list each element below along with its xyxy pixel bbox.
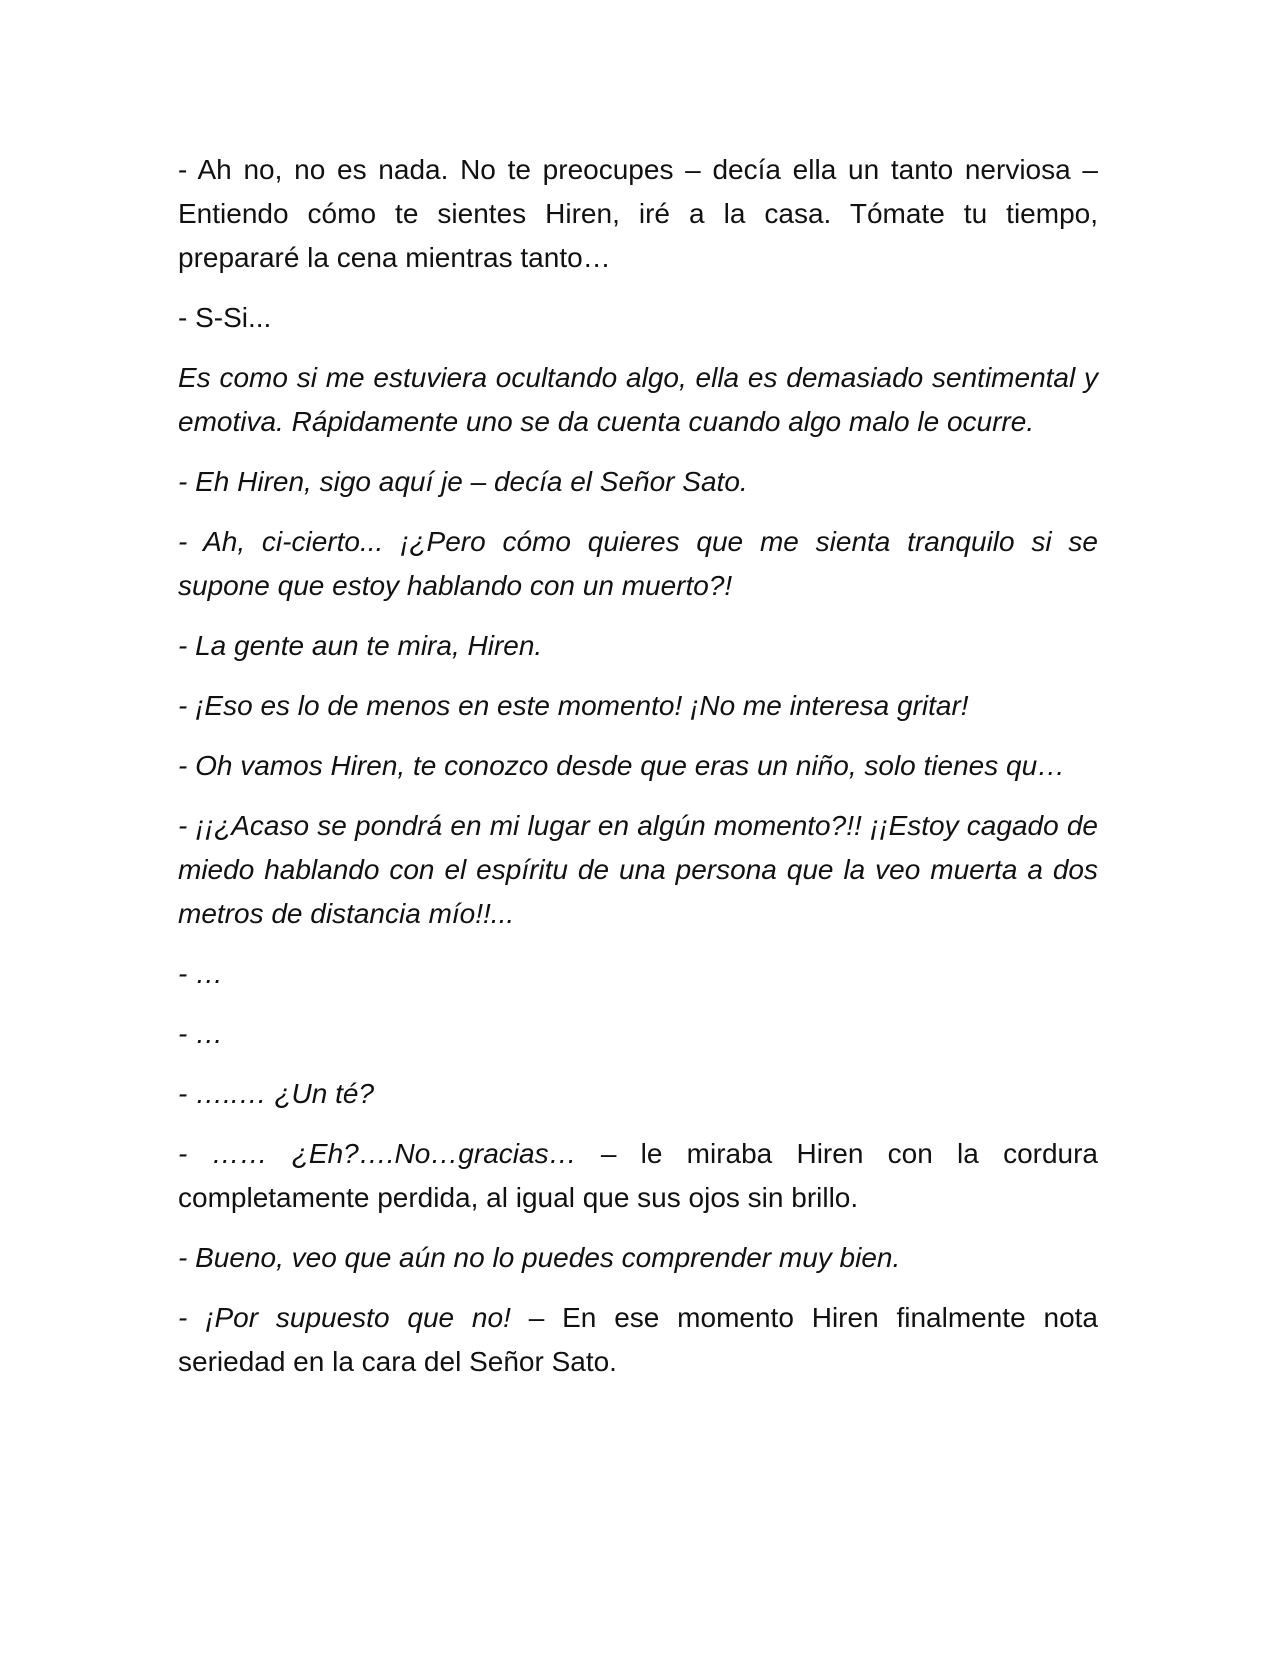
paragraph <box>178 296 1098 340</box>
paragraph <box>178 520 1098 608</box>
paragraph-text: Es como si me estuviera ocultando algo, ella es demasiado sentimental y emotiva. Rápidamente uno se da cuenta cuando algo malo le ocurre. <box>178 362 1098 437</box>
paragraph-text: - ¡Eso es lo de menos en este momento! ¡No me interesa gritar! <box>178 690 969 721</box>
paragraph-text: - Eh Hiren, sigo aquí je – decía el Señor Sato. <box>178 466 748 497</box>
paragraph-text: - Bueno, veo que aún no lo puedes comprender muy bien. <box>178 1242 901 1273</box>
paragraph-text: – le miraba Hiren con la cordura completamente perdida, al igual que sus ojos sin brillo. <box>178 1138 1099 1213</box>
document-page <box>178 148 1098 1400</box>
paragraph <box>178 1132 1098 1220</box>
paragraph-text: – En ese momento Hiren finalmente nota seriedad en la cara del Señor Sato. <box>178 1302 1098 1377</box>
paragraph-text: - Oh vamos Hiren, te conozco desde que eras un niño, solo tienes qu… <box>178 750 1066 781</box>
paragraph-text: - …..… ¿Un té? <box>178 1078 375 1109</box>
paragraph-text: - Ah no, no es nada. No te preocupes – decía ella un tanto nerviosa – Entiendo cómo te sientes Hiren, iré a la casa. Tómate tu tiempo, prepararé la cena mientras tanto… <box>178 154 1098 273</box>
paragraph <box>178 952 1098 996</box>
paragraph-text: - S-Si... <box>178 302 272 333</box>
paragraph-text: - Ah, ci-cierto... ¡¿Pero cómo quieres que me sienta tranquilo si se supone que estoy hablando con un muerto?! <box>178 526 1098 601</box>
paragraph <box>178 356 1098 444</box>
paragraph <box>178 624 1098 668</box>
paragraph-text: - … <box>178 958 224 989</box>
paragraph-text: - … <box>178 1018 224 1049</box>
paragraph <box>178 804 1098 936</box>
paragraph-text: - ¡¡¿Acaso se pondrá en mi lugar en algún momento?!! ¡¡Estoy cagado de miedo hablando con el espíritu de una persona que la veo muerta a dos metros de distancia mío!!... <box>178 810 1098 929</box>
paragraph <box>178 148 1098 280</box>
paragraph <box>178 744 1098 788</box>
paragraph-text: - La gente aun te mira, Hiren. <box>178 630 543 661</box>
paragraph <box>178 684 1098 728</box>
paragraph <box>178 1296 1098 1384</box>
paragraph-text-italic: - …… ¿Eh?….No…gracias… <box>178 1138 577 1169</box>
paragraph <box>178 460 1098 504</box>
paragraph <box>178 1236 1098 1280</box>
paragraph <box>178 1072 1098 1116</box>
paragraph-text-italic: - ¡Por supuesto que no! <box>178 1302 511 1333</box>
paragraph <box>178 1012 1098 1056</box>
